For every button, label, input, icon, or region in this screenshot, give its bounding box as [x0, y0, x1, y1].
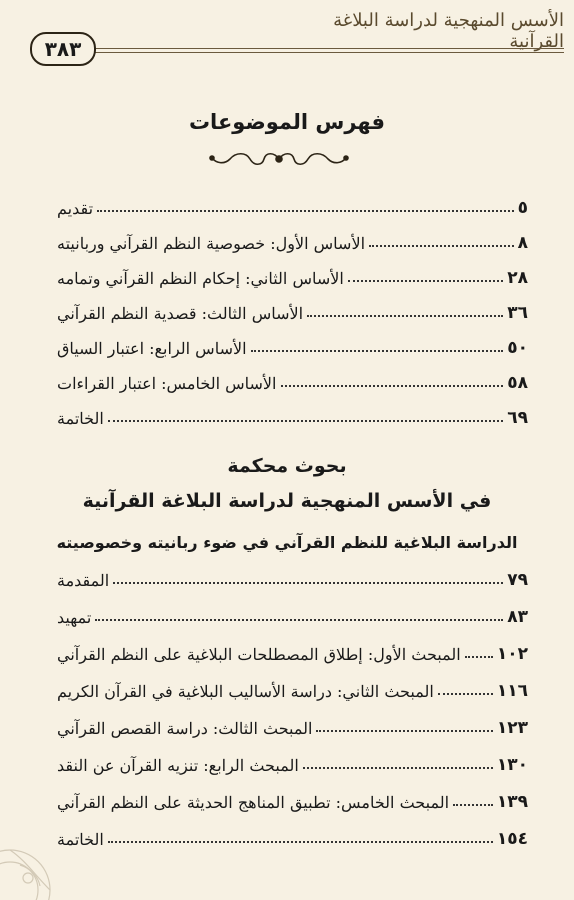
toc-title: فهرس الموضوعات	[188, 110, 386, 134]
toc-entry	[55, 745, 528, 775]
leader-dots	[307, 314, 503, 317]
toc-entry-title: الخاتمة	[57, 830, 104, 849]
section-title: بحوث محكمة	[227, 455, 347, 477]
header-rule	[90, 48, 564, 49]
toc-entry-title: تمهيد	[57, 608, 92, 627]
toc-entry-page: ١٥٤	[496, 829, 528, 849]
toc-entry-page: ٥	[517, 198, 528, 218]
toc-entry	[55, 188, 528, 218]
toc-entry	[55, 363, 528, 393]
page-number: ٣٨٣	[30, 32, 96, 66]
toc-entry-title: المبحث الرابع: تنزيه القرآن عن النقد	[57, 756, 299, 775]
toc-entry-title: الأساس الأول: خصوصية النظم القرآني وربانيته	[57, 234, 366, 253]
leader-dots	[369, 244, 514, 247]
toc-entry-title: الأساس الثالث: قصدية النظم القرآني	[57, 304, 304, 323]
leader-dots	[113, 581, 503, 584]
toc-entry-page: ١٠٢	[496, 644, 528, 664]
toc-entry-title: الأساس الرابع: اعتبار السياق	[57, 339, 247, 358]
leader-dots	[97, 209, 514, 212]
leader-dots	[303, 766, 493, 769]
toc-entry	[55, 258, 528, 288]
leader-dots	[108, 419, 503, 422]
running-title: الأسس المنهجية لدراسة البلاغة القرآنية	[333, 10, 564, 52]
running-header	[30, 10, 564, 60]
leader-dots	[251, 349, 504, 352]
toc-entry-page: ١٢٣	[496, 718, 528, 738]
toc-entry-page: ٧٩	[507, 570, 528, 590]
toc-entry	[55, 560, 528, 590]
toc-entry-title: الأساس الثاني: إحكام النظم القرآني وتمامه	[57, 269, 344, 288]
toc-entry-page: ١٣٠	[496, 755, 528, 775]
leader-dots	[281, 384, 504, 387]
toc-entry-title: المبحث الثاني: دراسة الأساليب البلاغية في القرآن الكريم	[57, 682, 434, 701]
toc-entry-page: ٢٨	[507, 268, 528, 288]
toc-entry-title: المقدمة	[57, 571, 110, 590]
toc-entry-page: ١٣٩	[496, 792, 528, 812]
toc-entry-title: المبحث الثالث: دراسة القصص القرآني	[57, 719, 313, 738]
leader-dots	[108, 840, 493, 843]
decorative-divider-icon	[204, 148, 354, 170]
toc-entry	[55, 328, 528, 358]
toc-entry	[55, 782, 528, 812]
toc-entry-title: تقديم	[57, 199, 94, 218]
toc-entry	[55, 708, 528, 738]
toc-entry-title: الخاتمة	[57, 409, 104, 428]
corner-floral-icon	[0, 820, 80, 900]
toc-entry-title: المبحث الخامس: تطبيق المناهج الحديثة على النظم القرآني	[57, 793, 450, 812]
toc-entry-page: ٥٠	[507, 338, 528, 358]
toc-entry-title: المبحث الأول: إطلاق المصطلحات البلاغية على النظم القرآني	[57, 645, 461, 664]
leader-dots	[465, 655, 493, 658]
leader-dots	[348, 279, 503, 282]
section-subtitle: في الأسس المنهجية لدراسة البلاغة القرآنية	[82, 490, 492, 512]
toc-entry	[55, 597, 528, 627]
toc-entry-page: ٥٨	[507, 373, 528, 393]
toc-entry	[55, 398, 528, 428]
leader-dots	[438, 692, 493, 695]
toc-entry-page: ٨	[517, 233, 528, 253]
toc-entry-page: ٨٣	[507, 607, 528, 627]
toc-entry-page: ١١٦	[496, 681, 528, 701]
header-rule	[90, 52, 564, 53]
toc-entry	[55, 293, 528, 323]
toc-entry	[55, 223, 528, 253]
toc-entry	[55, 671, 528, 701]
toc-entry-page: ٣٦	[507, 303, 528, 323]
leader-dots	[95, 618, 503, 621]
toc-entry-title: الأساس الخامس: اعتبار القراءات	[57, 374, 277, 393]
leader-dots	[316, 729, 492, 732]
toc-entry	[55, 634, 528, 664]
toc-entry	[55, 819, 528, 849]
leader-dots	[453, 803, 493, 806]
toc-entry-page: ٦٩	[507, 408, 528, 428]
study-title: الدراسة البلاغية للنظم القرآني في ضوء ربانيته وخصوصيته	[56, 533, 518, 552]
